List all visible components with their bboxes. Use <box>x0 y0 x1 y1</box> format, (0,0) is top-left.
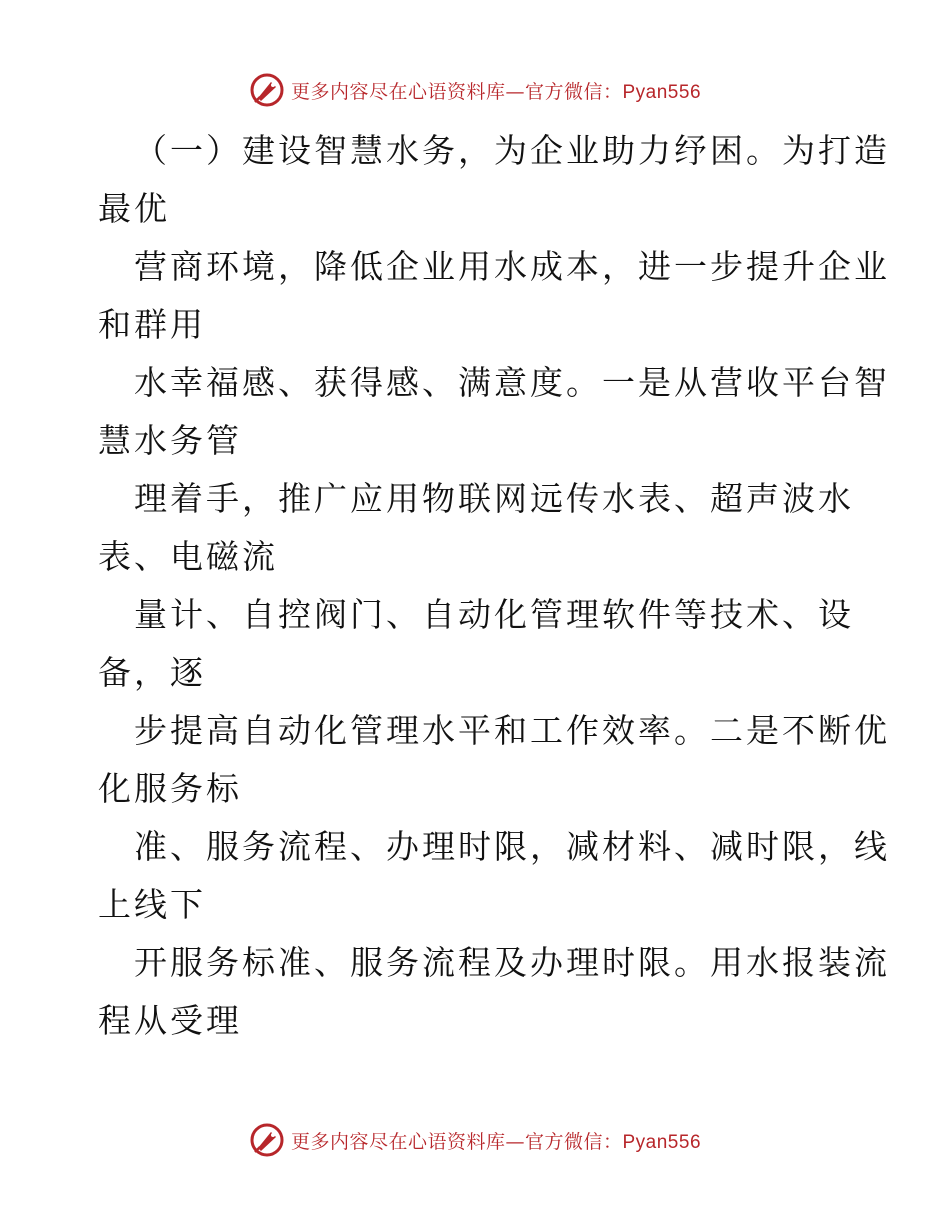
text-line: 备，逐 <box>98 653 206 692</box>
text-line: 和群用 <box>98 305 206 344</box>
body-text <box>98 122 890 1050</box>
header-banner <box>0 70 950 110</box>
footer-banner <box>0 1120 950 1160</box>
text-line: 慧水务管 <box>98 421 242 460</box>
header-banner-main: 更多内容尽在心语资料库— <box>290 80 525 103</box>
footer-banner-main: 更多内容尽在心语资料库— <box>290 1130 525 1153</box>
pen-nib-logo-icon <box>249 72 285 108</box>
text-line: 最优 <box>98 189 170 228</box>
text-line: 程从受理 <box>98 1001 242 1040</box>
text-line: 量计、自控阀门、自动化管理软件等技术、设 <box>134 595 854 634</box>
text-line: 步提高自动化管理水平和工作效率。二是不断优 <box>134 711 890 750</box>
text-line: 准、服务流程、办理时限，减材料、减时限，线 <box>134 827 890 866</box>
text-line: 理着手，推广应用物联网远传水表、超声波水 <box>134 479 854 518</box>
header-banner-wechat: 官方微信：Pyan556 <box>525 81 702 103</box>
text-line: 营商环境，降低企业用水成本，进一步提升企业 <box>134 247 890 286</box>
footer-banner-wechat: 官方微信：Pyan556 <box>525 1131 702 1153</box>
text-line: 表、电磁流 <box>98 537 278 576</box>
text-line: 开服务标准、服务流程及办理时限。用水报装流 <box>134 943 890 982</box>
footer-banner-text <box>291 1127 701 1154</box>
header-banner-text <box>291 77 701 104</box>
text-line: 上线下 <box>98 885 206 924</box>
pen-nib-logo-icon <box>249 1122 285 1158</box>
text-line: 化服务标 <box>98 769 242 808</box>
text-line: 水幸福感、获得感、满意度。一是从营收平台智 <box>134 363 890 402</box>
text-line: （一）建设智慧水务，为企业助力纾困。为打造 <box>134 131 890 170</box>
